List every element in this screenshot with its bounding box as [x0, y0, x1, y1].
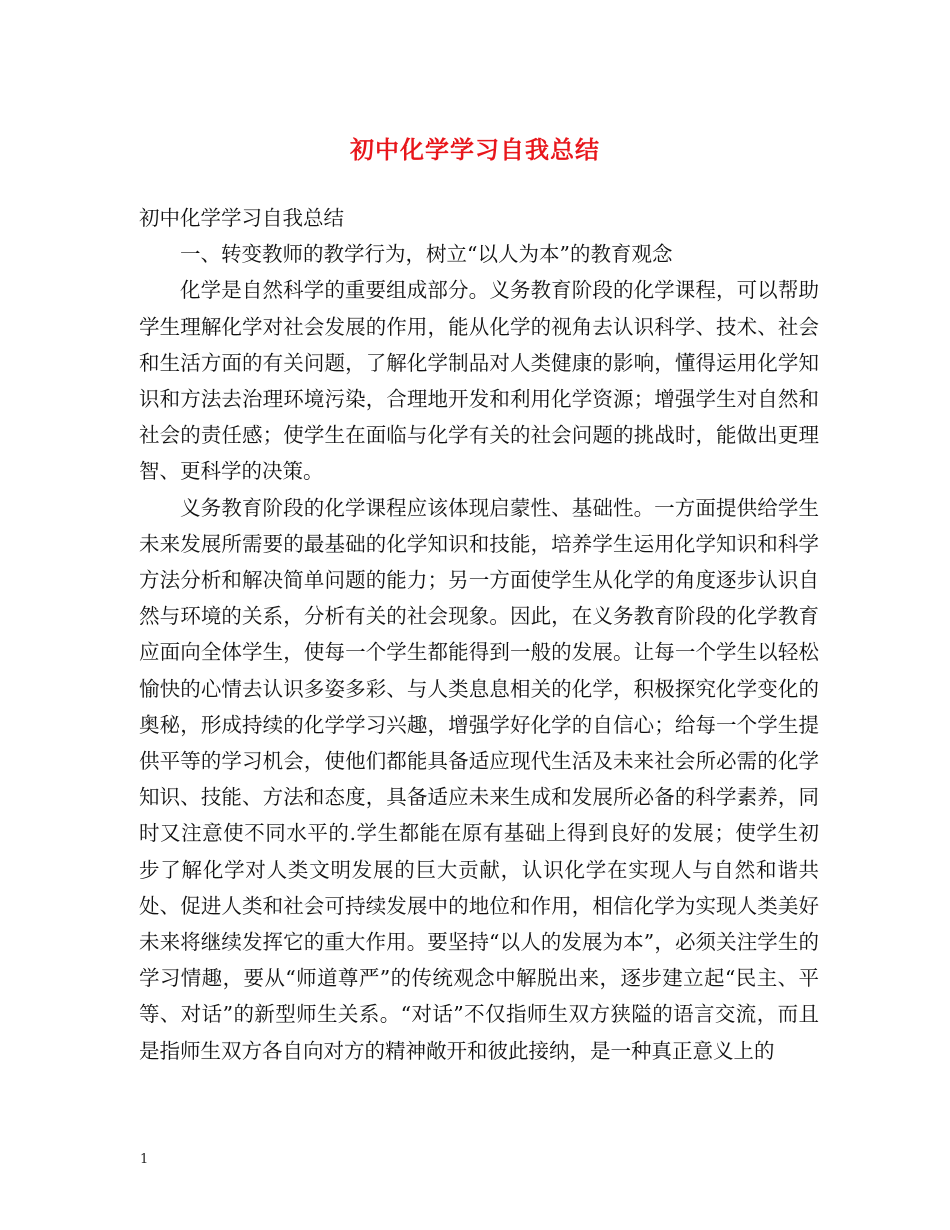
section-heading: 一、转变教师的教学行为，树立“以人为本”的教育观念	[180, 242, 673, 267]
document-body	[139, 200, 819, 1069]
page-number: 1	[140, 1152, 149, 1167]
document-subtitle: 初中化学学习自我总结	[139, 206, 344, 230]
paragraph-1: 化学是自然科学的重要组成部分。义务教育阶段的化学课程，可以帮助学生理解化学对社会发展的作用，能从化学的视角去认识科学、技术、社会和生活方面的有关问题，了解化学制品对人类健康的影响，懂得运用化学知识和方法去治理环境污染，合理地开发和利用化学资源；增强学生对自然和社会的责任感；使学生在面临与化学有关的社会问题的挑战时，能做出更理智、更科学的决策。	[139, 278, 819, 484]
paragraph-2: 义务教育阶段的化学课程应该体现启蒙性、基础性。一方面提供给学生未来发展所需要的最基础的化学知识和技能，培养学生运用化学知识和科学方法分析和解决简单问题的能力；另一方面使学生从化学的角度逐步认识自然与环境的关系，分析有关的社会现象。因此，在义务教育阶段的化学教育应面向全体学生，使每一个学生都能得到一般的发展。让每一个学生以轻松愉快的心情去认识多姿多彩、与人类息息相关的化学，积极探究化学变化的奥秘，形成持续的化学学习兴趣，增强学好化学的自信心；给每一个学生提供平等的学习机会，使他们都能具备适应现代生活及未来社会所必需的化学知识、技能、方法和态度，具备适应未来生成和发展所必备的科学素养，同时又注意使不同水平的.学生都能在原有基础上得到良好的发展；使学生初步了解化学对人类文明发展的巨大贡献，认识化学在实现人与自然和谐共处、促进人类和社会可持续发展中的地位和作用，相信化学为实现人类美好未来将继续发挥它的重大作用。要坚持“以人的发展为本”，必须关注学生的学习情趣，要从“师道尊严”的传统观念中解脱出来，逐步建立起“民主、平等、对话”的新型师生关系。“对话”不仅指师生双方狭隘的语言交流，而且是指师生双方各自向对方的精神敞开和彼此接纳，是一种真正意义上的	[139, 495, 819, 1063]
document-title: 初中化学学习自我总结	[350, 135, 600, 164]
